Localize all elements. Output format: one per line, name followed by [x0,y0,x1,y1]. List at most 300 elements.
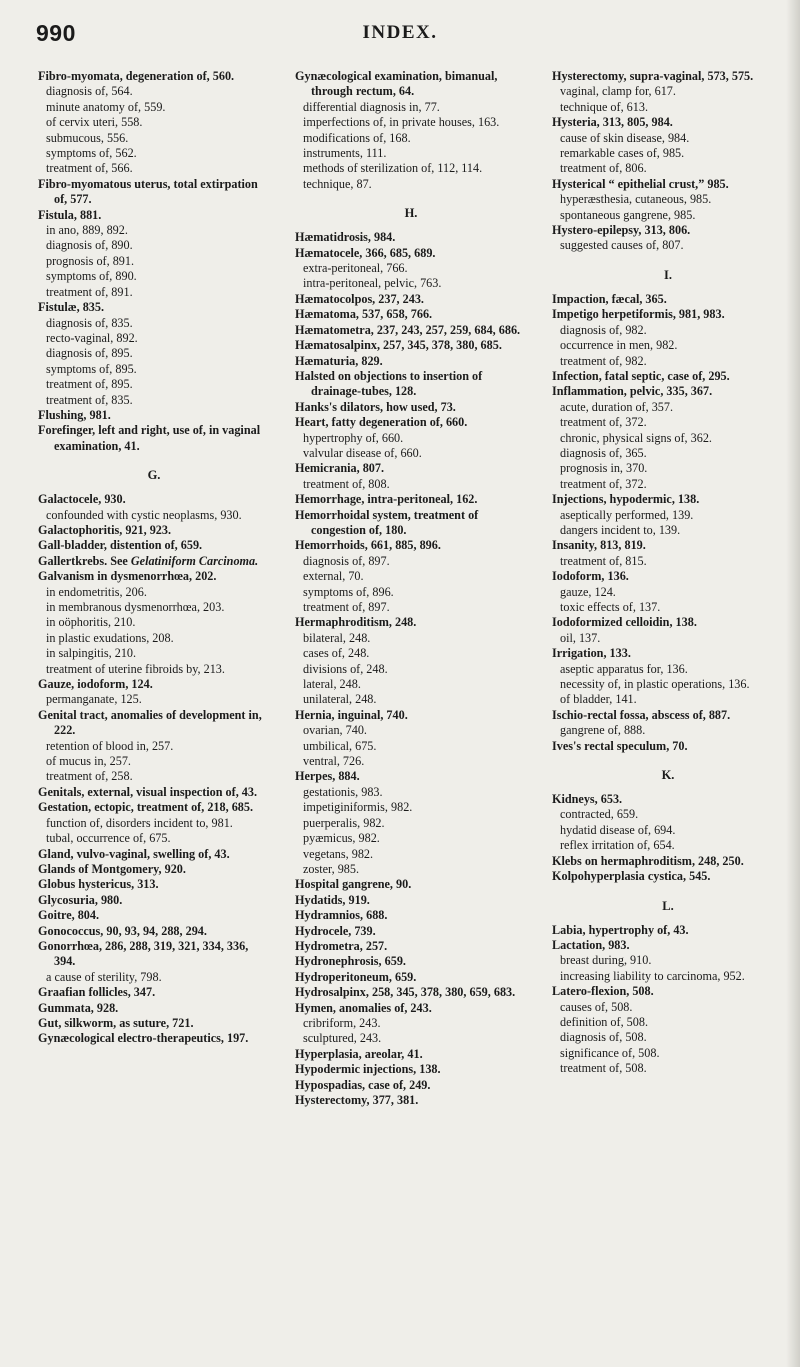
index-subentry [552,461,784,476]
index-entry [552,869,784,884]
entry-text: Hæmaturia, 829. [295,353,383,368]
index-subentry [295,739,527,754]
index-column-1 [38,69,270,1108]
entry-text: Kolpohyperplasia cystica, 545. [552,869,711,884]
index-subentry [295,862,527,877]
entry-text: prognosis in, 370. [560,461,648,476]
entry-text: Hemorrhage, intra-peritoneal, 162. [295,492,478,507]
index-entry [552,854,784,869]
entry-text: Glycosuria, 980. [38,892,123,907]
index-subentry [38,585,270,600]
entry-text: function of, disorders incident to, 981. [46,815,233,830]
section-letter: H. [404,206,418,221]
entry-text: external, 70. [303,569,364,584]
entry-text: chronic, physical signs of, 362. [560,430,712,445]
index-entry [295,492,527,507]
index-entry [295,970,527,985]
index-entry [38,492,270,507]
entry-text: treatment of, 808. [303,476,390,491]
entry-text: in ano, 889, 892. [46,223,128,238]
entry-text: Herpes, 884. [295,769,360,784]
index-subentry [295,631,527,646]
index-entry [295,307,527,322]
index-entry [295,908,527,923]
entry-text: Fibro-myomatous uterus, total extirpation of, 577. [38,176,258,207]
entry-text: diagnosis of, 564. [46,84,133,99]
index-subentry [552,323,784,338]
index-subentry [552,1030,784,1045]
index-subentry [38,970,270,985]
entry-text: technique, 87. [303,176,372,191]
index-subentry [552,100,784,115]
entry-text: definition of, 508. [560,1014,649,1029]
index-entry [295,877,527,892]
index-subentry [38,316,270,331]
index-subentry [295,1031,527,1046]
entry-text: lateral, 248. [303,677,361,692]
index-entry [295,939,527,954]
entry-text: in salpingitis, 210. [46,646,137,661]
index-subentry [552,354,784,369]
entry-text: diagnosis of, 508. [560,1030,647,1045]
section-letter: L. [662,898,674,913]
index-subentry [38,754,270,769]
index-subentry [38,508,270,523]
entry-text: in membranous dysmenorrhœa, 203. [46,600,225,614]
entry-text: ovarian, 740. [303,723,367,738]
entry-text: aseptically performed, 139. [560,507,694,522]
entry-text: Hydatids, 919. [295,892,370,907]
entry-text: Genitals, external, visual inspection of, 43. [38,784,258,799]
index-entry [295,69,527,100]
index-subentry [552,838,784,853]
index-subentry [295,569,527,584]
index-subentry [38,238,270,253]
entry-text: impetiginiformis, 982. [303,800,413,815]
index-entry [38,208,270,223]
index-entry [38,862,270,877]
page-number: 990 [36,20,76,46]
index-entry [38,708,270,739]
entry-text: puerperalis, 982. [303,815,385,830]
entry-text: Hernia, inguinal, 740. [295,707,408,722]
entry-text: Impetigo herpetiformis, 981, 983. [552,307,725,322]
index-entry [295,893,527,908]
entry-text: Galvanism in dysmenorrhœa, 202. [38,569,217,584]
entry-text: Gut, silkworm, as suture, 721. [38,1015,194,1030]
index-entry [295,461,527,476]
index-subentry [38,393,270,408]
index-entry [38,939,270,970]
entry-text: vegetans, 982. [303,846,374,861]
entry-text: treatment of, 891. [46,284,133,299]
index-entry [295,323,527,338]
entry-text: Ives's rectal speculum, 70. [552,738,688,753]
index-subentry [295,276,527,291]
entry-text: Hypospadias, case of, 249. [295,1077,431,1092]
section-letter: G. [147,468,161,483]
entry-text: Hospital gangrene, 90. [295,877,412,892]
entry-text: Galactocele, 930. [38,492,126,507]
index-subentry [295,754,527,769]
entry-text: treatment of, 895. [46,377,133,392]
entry-text: Hysterical “ epithelial crust,” 985. [552,176,729,191]
entry-text: Forefinger, left and right, use of, in vaginal examination, 41. [38,423,261,453]
entry-text: zoster, 985. [303,861,360,876]
index-subentry [38,662,270,677]
entry-text: vaginal, clamp for, 617. [560,84,676,99]
index-subentry [295,115,527,130]
index-entry [552,307,784,322]
index-entry [38,985,270,1000]
entry-text: Hypodermic injections, 138. [295,1062,441,1077]
index-subentry [295,692,527,707]
entry-text: Genital tract, anomalies of development in, 222. [38,707,262,738]
entry-text: permanganate, 125. [46,692,142,707]
entry-text: Fistula, 881. [38,207,102,222]
entry-text: treatment of, 372. [560,415,647,430]
entry-text: diagnosis of, 835. [46,315,133,330]
entry-text: hypertrophy of, 660. [303,430,404,445]
index-column-3 [552,69,784,1108]
index-entry [38,538,270,553]
index-subentry [552,723,784,738]
index-subentry [552,554,784,569]
index-entry [295,1093,527,1108]
entry-text: Hæmatidrosis, 984. [295,230,396,245]
entry-text: Ischio-rectal fossa, abscess of, 887. [552,707,731,722]
index-entry [38,785,270,800]
index-subentry [38,831,270,846]
index-subentry [38,346,270,361]
entry-text: minute anatomy of, 559. [46,99,166,114]
entry-text: Flushing, 981. [38,407,111,422]
entry-text: Kidneys, 653. [552,792,623,807]
entry-text: recto-vaginal, 892. [46,330,138,345]
section-letter: K. [661,768,675,783]
index-entry [295,230,527,245]
entry-text: Galactophoritis, 921, 923. [38,522,172,537]
index-entry [295,954,527,969]
index-subentry [295,177,527,192]
entry-text: diagnosis of, 365. [560,445,647,460]
index-entry [552,538,784,553]
entry-text: hyperæsthesia, cutaneous, 985. [560,192,712,207]
entry-text: cases of, 248. [303,646,370,661]
entry-text: treatment of, 258. [46,769,133,784]
entry-text: in endometritis, 206. [46,584,147,599]
entry-text: toxic effects of, 137. [560,600,661,614]
index-subentry [38,646,270,661]
index-subentry [295,161,527,176]
index-subentry [38,223,270,238]
entry-text: Hæmatocolpos, 237, 243. [295,291,424,306]
index-subentry [552,431,784,446]
entry-text: Irrigation, 133. [552,646,631,661]
index-entry [295,769,527,784]
entry-text: Hydrometra, 257. [295,938,388,953]
index-subentry [552,600,784,615]
entry-text: treatment of, 372. [560,476,647,491]
index-subentry [38,769,270,784]
entry-text: Klebs on hermaphroditism, 248, 250. [552,853,744,868]
entry-text: aseptic apparatus for, 136. [560,661,688,676]
index-subentry [552,161,784,176]
entry-text: imperfections of, in private houses, 163. [303,115,500,130]
entry-text: Hemorrhoids, 661, 885, 896. [295,538,441,553]
index-subentry [38,362,270,377]
index-subentry [38,600,270,615]
index-subentry [552,823,784,838]
index-subentry [552,415,784,430]
index-subentry [552,446,784,461]
entry-text: treatment of, 806. [560,161,647,176]
entry-text: methods of sterilization of, 112, 114. [303,161,483,176]
index-entry [552,923,784,938]
index-subentry [552,208,784,223]
index-subentry [38,285,270,300]
index-entry [552,708,784,723]
index-subentry [38,331,270,346]
index-subentry [38,100,270,115]
entry-text: Fistulæ, 835. [38,300,105,315]
index-column-2 [295,69,527,1108]
entry-text: Hæmatosalpinx, 257, 345, 378, 380, 685. [295,338,502,353]
entry-text: tubal, occurrence of, 675. [46,831,171,846]
index-subentry [295,600,527,615]
entry-text: umbilical, 675. [303,738,377,753]
index-subentry [295,831,527,846]
entry-text: suggested causes of, 807. [560,238,684,253]
index-entry [552,615,784,630]
index-entry [38,523,270,538]
entry-text: occurrence in men, 982. [560,338,678,353]
entry-text: in oöphoritis, 210. [46,615,136,630]
index-entry [552,646,784,661]
entry-text: Gallertkrebs. See [38,553,128,568]
index-subentry [38,377,270,392]
index-subentry [38,739,270,754]
entry-text: Hæmatometra, 237, 243, 257, 259, 684, 686. [295,322,521,337]
index-entry [295,354,527,369]
index-entry [552,792,784,807]
index-entry [38,1016,270,1031]
index-subentry [552,969,784,984]
entry-text: valvular disease of, 660. [303,445,422,460]
entry-text: Hydroperitoneum, 659. [295,969,417,984]
running-head: INDEX. [362,22,438,43]
entry-text: diagnosis of, 890. [46,238,133,253]
index-subentry [552,1061,784,1076]
index-entry [552,492,784,507]
index-subentry [38,631,270,646]
entry-text: differential diagnosis in, 77. [303,99,440,114]
entry-text: Hemicrania, 807. [295,461,385,476]
entry-text: treatment of, 508. [560,1061,647,1076]
entry-text: cause of skin disease, 984. [560,130,690,145]
entry-text: treatment of, 982. [560,353,647,368]
index-subentry [295,100,527,115]
entry-text: breast during, 910. [560,953,652,968]
index-entry [552,938,784,953]
entry-text: Graafian follicles, 347. [38,985,156,1000]
index-subentry [552,807,784,822]
entry-text: Hysterectomy, 377, 381. [295,1093,419,1107]
index-subentry [552,400,784,415]
index-columns [38,69,784,1108]
index-entry [38,554,270,569]
entry-text: treatment of, 566. [46,161,133,176]
index-subentry [295,431,527,446]
index-entry [38,69,270,84]
entry-text: Hæmatoma, 537, 658, 766. [295,307,433,322]
index-subentry [552,146,784,161]
index-entry [552,69,784,84]
entry-text: Gall-bladder, distention of, 659. [38,538,203,553]
entry-text: of cervix uteri, 558. [46,115,143,130]
entry-text: diagnosis of, 982. [560,322,647,337]
entry-text: Gland, vulvo-vaginal, swelling of, 43. [38,846,230,861]
index-entry [38,177,270,208]
entry-text: Insanity, 813, 819. [552,538,646,553]
index-subentry [38,84,270,99]
entry-text: confounded with cystic neoplasms, 930. [46,507,242,522]
entry-text: symptoms of, 562. [46,146,137,161]
index-subentry [552,508,784,523]
index-entry [295,292,527,307]
entry-text: divisions of, 248. [303,661,388,676]
entry-text: in plastic exudations, 208. [46,630,174,645]
entry-text: Inflammation, pelvic, 335, 367. [552,384,713,399]
index-subentry [295,554,527,569]
entry-text: Injections, hypodermic, 138. [552,492,700,507]
index-entry [38,1031,270,1046]
entry-text: reflex irritation of, 654. [560,838,675,853]
index-subentry [295,261,527,276]
index-subentry [295,800,527,815]
index-entry [552,739,784,754]
index-subentry [295,131,527,146]
entry-text: Latero-flexion, 508. [552,984,654,999]
index-subentry [38,131,270,146]
index-entry [295,1062,527,1077]
entry-text: Halsted on objections to insertion of drainage-tubes, 128. [295,368,483,399]
entry-text: Hanks's dilators, how used, 73. [295,399,456,414]
entry-text: retention of blood in, 257. [46,738,174,753]
index-entry [38,408,270,423]
entry-text: increasing liability to carcinoma, 952. [560,968,745,983]
entry-text: treatment of, 897. [303,600,390,614]
index-subentry [295,677,527,692]
index-entry [552,984,784,999]
index-entry [552,177,784,192]
entry-text: Gynæcological electro-therapeutics, 197. [38,1031,249,1046]
index-entry [295,924,527,939]
index-entry [295,985,527,1000]
entry-text: Gestation, ectopic, treatment of, 218, 685. [38,800,254,815]
index-subentry [295,646,527,661]
index-subentry [295,477,527,492]
index-entry [295,1078,527,1093]
entry-text: ventral, 726. [303,754,365,769]
entry-text: dangers incident to, 139. [560,522,681,537]
index-subentry [552,192,784,207]
index-subentry [552,1000,784,1015]
entry-text: Iodoform, 136. [552,569,629,584]
see-reference: Gelatiniform Carcinoma. [130,553,259,568]
index-entry [38,924,270,939]
index-subentry [552,692,784,707]
index-subentry [295,785,527,800]
entry-text: significance of, 508. [560,1045,660,1060]
entry-text: Impaction, fæcal, 365. [552,291,667,306]
entry-text: treatment of, 835. [46,392,133,407]
index-subentry [295,723,527,738]
entry-text: Heart, fatty degeneration of, 660. [295,415,468,430]
entry-text: unilateral, 248. [303,692,377,707]
entry-text: Hermaphroditism, 248. [295,615,417,630]
entry-text: intra-peritoneal, pelvic, 763. [303,276,442,291]
entry-text: extra-peritoneal, 766. [303,261,408,276]
index-subentry [552,84,784,99]
index-entry [295,1001,527,1016]
entry-text: symptoms of, 895. [46,361,137,376]
index-entry [295,615,527,630]
entry-text: Hystero-epilepsy, 313, 806. [552,223,691,238]
index-subentry [552,631,784,646]
entry-text: Gonococcus, 90, 93, 94, 288, 294. [38,923,207,938]
index-entry [295,1047,527,1062]
index-subentry [552,477,784,492]
index-subentry [552,238,784,253]
index-subentry [552,677,784,692]
index-entry [38,800,270,815]
entry-text: acute, duration of, 357. [560,399,674,414]
index-entry [295,508,527,539]
entry-text: contracted, 659. [560,807,639,822]
entry-text: gestationis, 983. [303,784,383,799]
index-entry [38,847,270,862]
entry-text: Goitre, 804. [38,908,100,923]
entry-text: symptoms of, 890. [46,269,137,284]
index-subentry [38,146,270,161]
index-subentry [295,847,527,862]
index-entry [552,292,784,307]
index-entry [295,400,527,415]
index-subentry [552,131,784,146]
entry-text: sculptured, 243. [303,1031,382,1046]
entry-text: gangrene of, 888. [560,723,646,738]
index-subentry [552,662,784,677]
entry-text: diagnosis of, 897. [303,553,390,568]
index-subentry [295,585,527,600]
entry-text: Gauze, iodoform, 124. [38,677,153,692]
index-subentry [38,269,270,284]
entry-text: Hysteria, 313, 805, 984. [552,115,673,130]
index-subentry [552,953,784,968]
index-entry [552,115,784,130]
index-subentry [38,692,270,707]
entry-text: symptoms of, 896. [303,584,394,599]
index-subentry [295,662,527,677]
index-subentry [295,816,527,831]
index-entry [552,384,784,399]
entry-text: a cause of sterility, 798. [46,969,162,984]
index-entry [38,1001,270,1016]
entry-text: Hydrosalpinx, 258, 345, 378, 380, 659, 683. [295,985,516,1000]
index-subentry [552,523,784,538]
index-subentry [295,446,527,461]
